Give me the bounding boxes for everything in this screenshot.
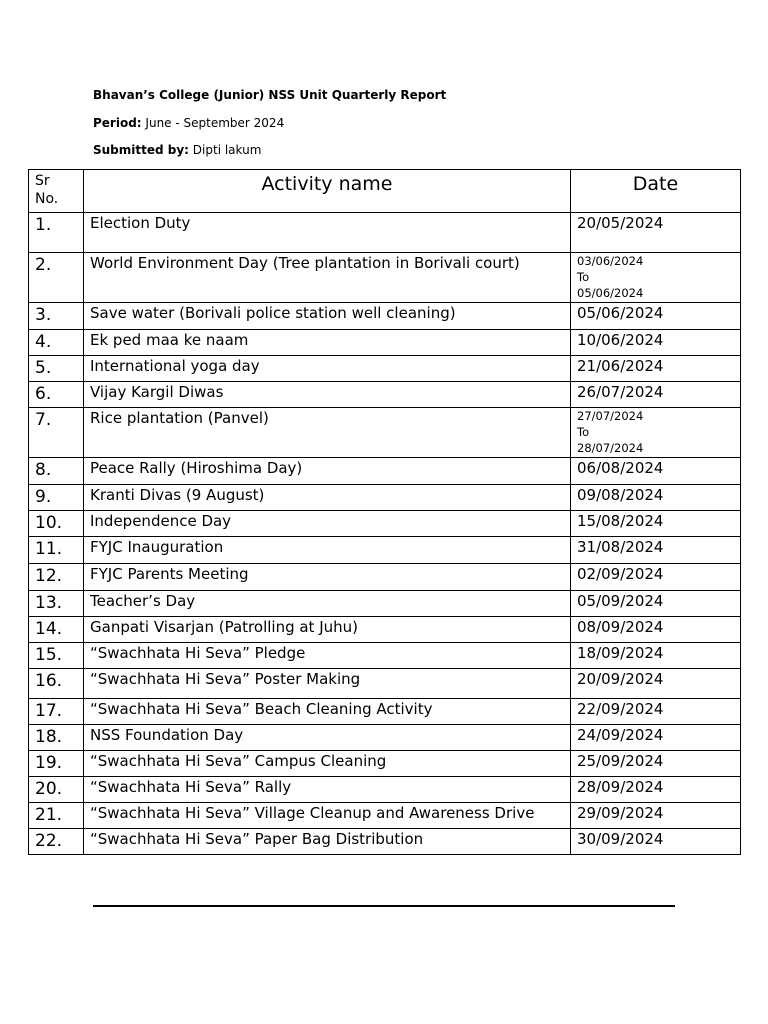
- row-date: 20/05/2024: [571, 213, 741, 253]
- submitted-value: Dipti lakum: [188, 143, 262, 157]
- table-row: [29, 564, 741, 591]
- row-date: 24/09/2024: [571, 725, 741, 751]
- row-date: 05/06/2024: [571, 303, 741, 330]
- row-date: 15/08/2024: [571, 511, 741, 537]
- table-row: [29, 803, 741, 829]
- row-date-date-from: 03/06/2024: [577, 254, 644, 268]
- table-row: [29, 303, 741, 330]
- activity-table: [28, 169, 741, 855]
- row-sr-no: 17.: [29, 699, 84, 725]
- row-sr-no: 7.: [29, 408, 84, 458]
- row-date: 28/09/2024: [571, 777, 741, 803]
- row-sr-no: 12.: [29, 564, 84, 591]
- row-date-date-from: 27/07/2024: [577, 409, 644, 423]
- row-sr-no: 9.: [29, 485, 84, 511]
- table-row: [29, 253, 741, 303]
- row-date: 26/07/2024: [571, 382, 741, 408]
- table-row: [29, 537, 741, 564]
- row-sr-no: 18.: [29, 725, 84, 751]
- row-sr-no: 19.: [29, 751, 84, 777]
- row-sr-no: 20.: [29, 777, 84, 803]
- row-date: 30/09/2024: [571, 829, 741, 855]
- row-date: [571, 253, 741, 303]
- row-activity-name: “Swachhata Hi Seva” Paper Bag Distribution: [84, 829, 571, 855]
- row-date: 06/08/2024: [571, 458, 741, 485]
- table-row: [29, 777, 741, 803]
- row-activity-name: FYJC Parents Meeting: [84, 564, 571, 591]
- table-row: [29, 725, 741, 751]
- row-sr-no: 2.: [29, 253, 84, 303]
- row-activity-name: NSS Foundation Day: [84, 725, 571, 751]
- row-sr-no: 1.: [29, 213, 84, 253]
- row-activity-name: International yoga day: [84, 356, 571, 382]
- table-row: [29, 330, 741, 356]
- row-date: 09/08/2024: [571, 485, 741, 511]
- row-date: 21/06/2024: [571, 356, 741, 382]
- table-row: [29, 669, 741, 699]
- header-activity-name: Activity name: [84, 170, 571, 213]
- table-row: [29, 356, 741, 382]
- table-row: [29, 408, 741, 458]
- table-row: [29, 458, 741, 485]
- row-date: 22/09/2024: [571, 699, 741, 725]
- submitted-label: Submitted by:: [93, 143, 189, 157]
- row-sr-no: 8.: [29, 458, 84, 485]
- row-date: 29/09/2024: [571, 803, 741, 829]
- row-activity-name: Vijay Kargil Diwas: [84, 382, 571, 408]
- row-sr-no: 3.: [29, 303, 84, 330]
- row-date-date-to: 05/06/2024: [577, 286, 644, 300]
- row-activity-name: “Swachhata Hi Seva” Village Cleanup and Awareness Drive: [84, 803, 571, 829]
- table-row: [29, 751, 741, 777]
- row-activity-name: Kranti Divas (9 August): [84, 485, 571, 511]
- table-body: [29, 213, 741, 855]
- period-value: June - September 2024: [141, 116, 285, 130]
- table-row: [29, 511, 741, 537]
- table-row: [29, 382, 741, 408]
- row-date: 10/06/2024: [571, 330, 741, 356]
- row-activity-name: “Swachhata Hi Seva” Beach Cleaning Activity: [84, 699, 571, 725]
- table-row: [29, 485, 741, 511]
- table-row: [29, 591, 741, 617]
- row-sr-no: 16.: [29, 669, 84, 699]
- header-sr-no: Sr No.: [29, 170, 84, 213]
- row-activity-name: FYJC Inauguration: [84, 537, 571, 564]
- row-activity-name: Ganpati Visarjan (Patrolling at Juhu): [84, 617, 571, 643]
- row-date: 02/09/2024: [571, 564, 741, 591]
- row-date-date-to-label: To: [577, 270, 590, 284]
- row-activity-name: Ek ped maa ke naam: [84, 330, 571, 356]
- row-date: 20/09/2024: [571, 669, 741, 699]
- row-sr-no: 21.: [29, 803, 84, 829]
- row-date: [571, 408, 741, 458]
- row-date: 31/08/2024: [571, 537, 741, 564]
- row-activity-name: “Swachhata Hi Seva” Rally: [84, 777, 571, 803]
- table-row: [29, 699, 741, 725]
- row-sr-no: 13.: [29, 591, 84, 617]
- row-activity-name: Teacher’s Day: [84, 591, 571, 617]
- row-sr-no: 11.: [29, 537, 84, 564]
- row-date-date-to-label: To: [577, 425, 590, 439]
- row-date: 05/09/2024: [571, 591, 741, 617]
- table-header-row: [29, 170, 741, 213]
- row-sr-no: 4.: [29, 330, 84, 356]
- row-activity-name: Independence Day: [84, 511, 571, 537]
- row-sr-no: 15.: [29, 643, 84, 669]
- submitted-by-line: [93, 143, 261, 157]
- report-title: Bhavan’s College (Junior) NSS Unit Quarterly Report: [93, 88, 447, 102]
- row-activity-name: Peace Rally (Hiroshima Day): [84, 458, 571, 485]
- row-sr-no: 6.: [29, 382, 84, 408]
- row-sr-no: 22.: [29, 829, 84, 855]
- row-date-date-to: 28/07/2024: [577, 441, 644, 455]
- row-activity-name: Save water (Borivali police station well cleaning): [84, 303, 571, 330]
- period-line: [93, 116, 284, 130]
- table-row: [29, 643, 741, 669]
- row-date: 08/09/2024: [571, 617, 741, 643]
- row-activity-name: “Swachhata Hi Seva” Poster Making: [84, 669, 571, 699]
- signature-line: [93, 905, 675, 907]
- row-activity-name: “Swachhata Hi Seva” Campus Cleaning: [84, 751, 571, 777]
- row-activity-name: Election Duty: [84, 213, 571, 253]
- row-activity-name: “Swachhata Hi Seva” Pledge: [84, 643, 571, 669]
- row-sr-no: 14.: [29, 617, 84, 643]
- row-sr-no: 5.: [29, 356, 84, 382]
- row-date: 18/09/2024: [571, 643, 741, 669]
- row-sr-no: 10.: [29, 511, 84, 537]
- row-date: 25/09/2024: [571, 751, 741, 777]
- header-date: Date: [571, 170, 741, 213]
- period-label: Period:: [93, 116, 142, 130]
- table-row: [29, 213, 741, 253]
- row-activity-name: World Environment Day (Tree plantation in Borivali court): [84, 253, 571, 303]
- row-activity-name: Rice plantation (Panvel): [84, 408, 571, 458]
- table-row: [29, 617, 741, 643]
- table-row: [29, 829, 741, 855]
